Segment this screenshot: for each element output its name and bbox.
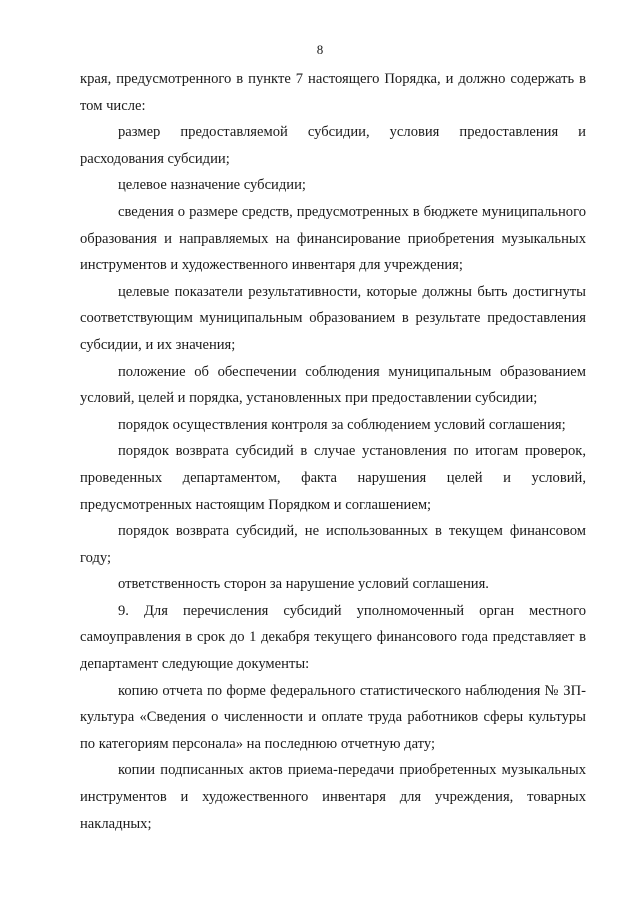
paragraph-budget-info: сведения о размере средств, предусмотренных в бюджете муниципального образования и направляемых на финансирование приобретения музыкальных инструментов и художественного инвентаря для учреждения; — [80, 203, 586, 274]
paragraph-transfer-acts: копии подписанных актов приема-передачи приобретенных музыкальных инструментов и художественного инвентаря для учреждения, товарных накладных; — [80, 762, 586, 832]
paragraph-performance-indicators: целевые показатели результативности, которые должны быть достигнуты соответствующим муниципальным образованием в результате предоставления субсидии, и их значения; — [80, 283, 586, 353]
page-number: 8 — [316, 42, 324, 57]
paragraph-responsibility: ответственность сторон за нарушение условий соглашения. — [118, 576, 489, 593]
paragraph-return-on-violation: порядок возврата субсидий в случае установления по итогам проверок, проведенных департаментом, факта нарушения целей и условий, предусмотренных настоящим Порядком и соглашением; — [80, 443, 586, 513]
paragraph-return-unused: порядок возврата субсидий, не использованных в текущем финансовом году; — [80, 523, 586, 566]
paragraph-item-9: 9. Для перечисления субсидий уполномоченный орган местного самоуправления в срок до 1 декабря текущего финансового года представляет в департамент следующие документы: — [80, 602, 586, 673]
paragraph-statistics-report: копию отчета по форме федерального статистического наблюдения № ЗП-культура «Сведения о численности и оплате труда работников сферы культуры по категориям персонала» на последнюю отчетную дату; — [80, 682, 586, 752]
document-body — [80, 66, 586, 837]
paragraph-intro-continuation: края, предусмотренного в пункте 7 настоящего Порядка, и должно содержать в том числе: — [80, 71, 586, 114]
paragraph-control-procedure: порядок осуществления контроля за соблюдением условий соглашения; — [118, 416, 566, 433]
paragraph-compliance-provision: положение об обеспечении соблюдения муниципальным образованием условий, целей и порядка, установленных при предоставлении субсидии; — [80, 363, 586, 407]
paragraph-subsidy-size: размер предоставляемой субсидии, условия предоставления и расходования субсидии; — [80, 124, 586, 167]
paragraph-target-purpose: целевое назначение субсидии; — [118, 177, 306, 194]
